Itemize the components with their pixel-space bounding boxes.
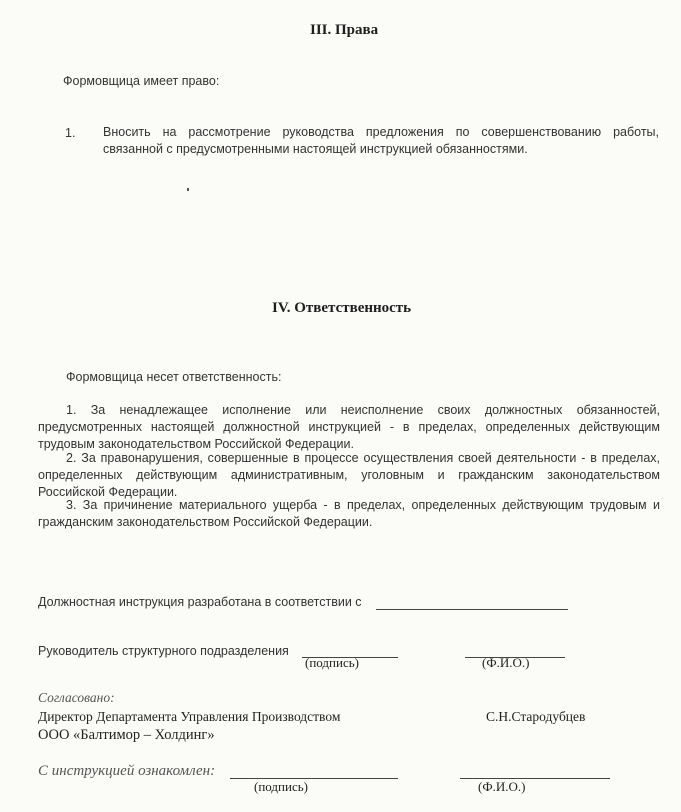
acquainted-label: С инструкцией ознакомлен: [38, 763, 216, 779]
section4-intro: Формовщица несет ответственность: [66, 370, 282, 384]
section3-item1-number: 1. [65, 126, 76, 140]
section4-item3: 3. За причинение материального ущерба - в пределах, определенных действующим трудовым и гражданским законодательством Российской Федерации. [38, 498, 660, 529]
company-name: ООО «Балтимор – Холдинг» [38, 727, 215, 743]
agreed-label: Согласовано: [38, 690, 115, 705]
developed-blank-line [376, 608, 568, 610]
head-fio-caption: (Ф.И.О.) [482, 655, 530, 670]
director-name: С.Н.Стародубцев [486, 709, 586, 724]
developed-label: Должностная инструкция разработана в соответствии с [38, 595, 362, 609]
section3-intro: Формовщица имеет право: [63, 74, 220, 88]
head-of-unit-label: Руководитель структурного подразделения [38, 644, 289, 658]
section4-title: IV. Ответственность [272, 300, 412, 316]
section3-item1-text: Вносить на рассмотрение руководства предложения по совершенствованию работы, связанной с предусмотренными настоящей инструкцией обязанностями. [103, 125, 659, 156]
scan-speck [187, 188, 189, 191]
section4-item2: 2. За правонарушения, совершенные в процессе осуществления своей деятельности - в пределах, определенных действующим административным, уголовным и гражданским законодательством Российской Федерации. [38, 451, 660, 499]
section3-title: III. Права [310, 22, 379, 38]
head-signature-caption: (подпись) [305, 655, 359, 670]
acquainted-fio-caption: (Ф.И.О.) [478, 779, 526, 794]
section4-item1: 1. За ненадлежащее исполнение или неисполнение своих должностных обязанностей, предусмотренных настоящей должностной инструкцией - в пределах, определенных действующим трудовым законодательством Российской Федерации. [38, 403, 660, 451]
acquainted-signature-caption: (подпись) [254, 779, 308, 794]
director-title: Директор Департамента Управления Производством [38, 709, 341, 724]
